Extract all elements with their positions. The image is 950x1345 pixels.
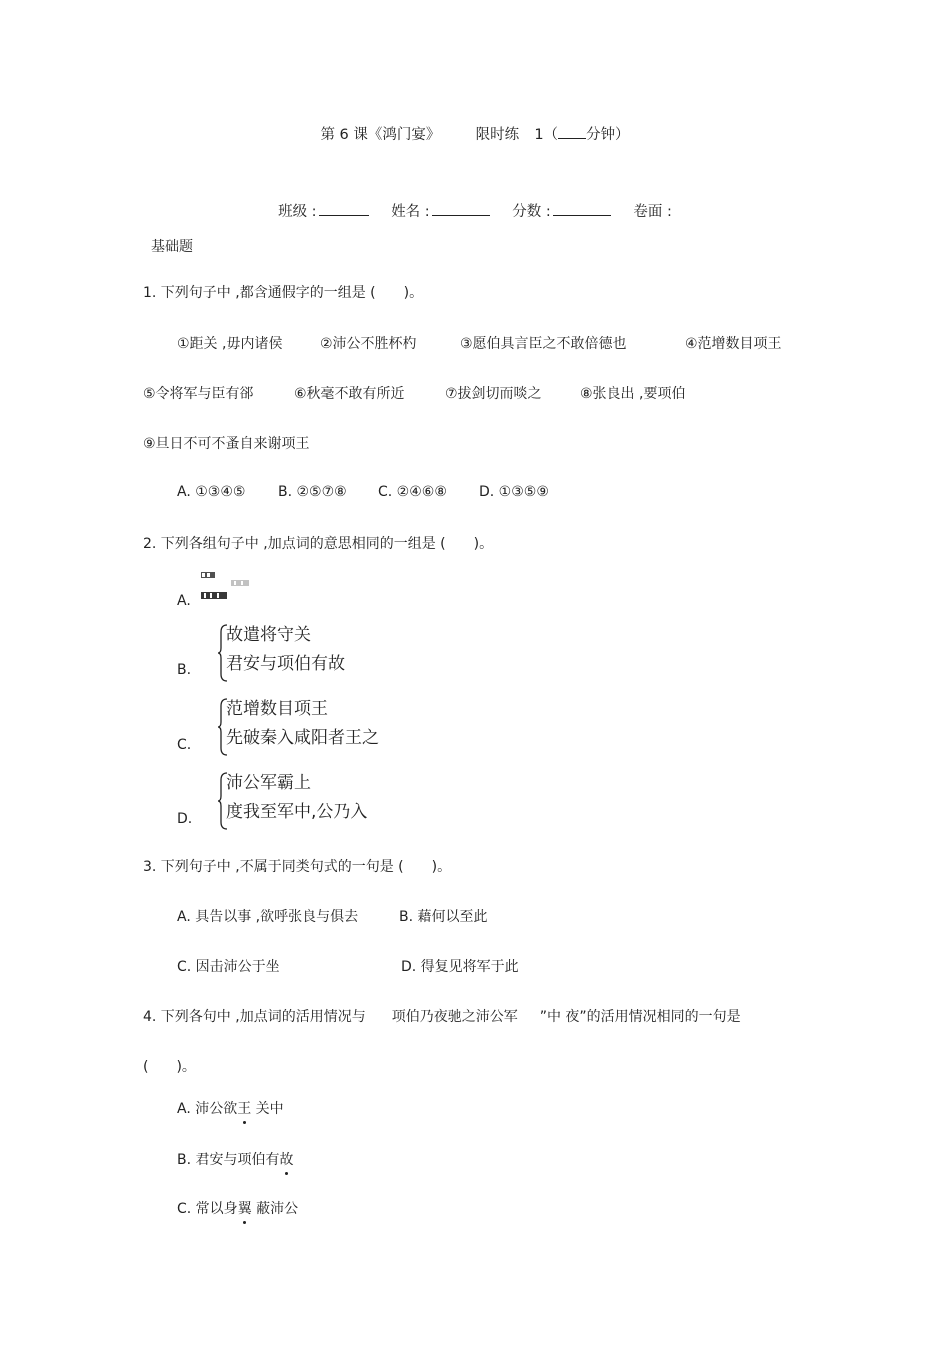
title-drill: 限时练 — [475, 127, 520, 143]
q1-stem: 1. 下列句子中 ,都含通假字的一组是 ( )。 — [143, 285, 424, 301]
q4-stem-line-1 — [143, 1008, 741, 1026]
name-field[interactable] — [432, 201, 490, 216]
q4-a-dotted-word: 王 — [237, 1101, 252, 1117]
q4-option-b[interactable] — [177, 1151, 294, 1169]
q3-option-d[interactable]: D. 得复见将军于此 — [401, 959, 519, 975]
q4-stem-d: ( )。 — [143, 1059, 196, 1075]
q3-option-c[interactable]: C. 因击沛公于坐 — [177, 959, 280, 975]
q1-option-a[interactable]: A. ①③④⑤ — [177, 484, 246, 500]
q1-item-3: ③愿伯具言臣之不敢倍德也 — [460, 336, 627, 352]
q3-option-a[interactable]: A. 具告以事 ,欲呼张良与俱去 — [177, 909, 359, 925]
title-minutes: 分钟） — [586, 127, 630, 143]
q2-label-b[interactable]: B. — [177, 662, 192, 678]
q2-c-line-1: 范增数目项王 — [226, 699, 328, 719]
q2-label-c[interactable]: C. — [177, 737, 192, 753]
q2-c-line-2: 先破秦入咸阳者王之 — [226, 728, 379, 748]
q1-item-9: ⑨旦日不可不蚤自来谢项王 — [143, 436, 310, 452]
q2-d-line-1: 沛公军霸上 — [226, 773, 311, 793]
paper-label: 卷面 : — [633, 204, 672, 220]
q4-c-text-end: 蔽沛公 — [251, 1201, 299, 1217]
q2-label-d[interactable]: D. — [177, 811, 193, 827]
class-label: 班级 : — [278, 204, 317, 220]
q4-stem-a: 4. 下列各句中 ,加点词的活用情况与 — [143, 1009, 366, 1025]
q1-item-7: ⑦拔剑切而啖之 — [445, 386, 542, 402]
minutes-blank[interactable] — [558, 125, 586, 139]
q4-a-text: A. 沛公欲 — [177, 1101, 238, 1117]
q1-option-c[interactable]: C. ②④⑥⑧ — [378, 484, 447, 500]
q1-item-4: ④范增数目项王 — [685, 336, 782, 352]
q1-item-8: ⑧张良出 ,要项伯 — [580, 386, 686, 402]
q2-label-a[interactable]: A. — [177, 593, 191, 609]
score-label: 分数 : — [512, 204, 551, 220]
score-field[interactable] — [553, 201, 611, 216]
q4-a-text-end: 关中 — [251, 1101, 284, 1117]
q1-item-6: ⑥秋毫不敢有所近 — [294, 386, 405, 402]
q1-item-5: ⑤令将军与臣有郤 — [143, 386, 254, 402]
section-heading: 基础题 — [151, 239, 193, 255]
q1-item-2: ②沛公不胜杯杓 — [320, 336, 417, 352]
q4-b-text: B. 君安与项伯有 — [177, 1152, 280, 1168]
q2-b-line-2: 君安与项伯有故 — [226, 654, 345, 674]
class-field[interactable] — [319, 201, 369, 216]
q4-option-a[interactable] — [177, 1100, 284, 1118]
q4-c-text: C. 常以身 — [177, 1201, 238, 1217]
q4-stem-quote: 项伯乃夜驰之沛公军 — [391, 1009, 518, 1025]
q2-option-d-group — [218, 772, 378, 832]
q2-d-line-2: 度我至军中,公乃入 — [226, 802, 368, 822]
title-number: 1（ — [534, 127, 559, 143]
q4-stem-c: ”中 夜”的活用情况相同的一句是 — [539, 1009, 741, 1025]
q2-b-line-1: 故遣将守关 — [226, 625, 311, 645]
q4-b-dotted-word: 故 — [279, 1152, 294, 1168]
q2-option-b-group — [218, 624, 378, 684]
title-lesson: 第 6 课《鸿门宴》 — [320, 127, 441, 143]
q1-option-b[interactable]: B. ②⑤⑦⑧ — [278, 484, 347, 500]
q2-stem: 2. 下列各组句子中 ,加点词的意思相同的一组是 ( )。 — [143, 536, 494, 552]
q1-option-d[interactable]: D. ①③⑤⑨ — [479, 484, 549, 500]
name-label: 姓名 : — [391, 204, 430, 220]
q1-item-1: ①距关 ,毋内诸侯 — [177, 336, 283, 352]
q3-option-b[interactable]: B. 藉何以至此 — [399, 909, 488, 925]
q2-option-c-group — [218, 698, 378, 758]
page-title — [0, 125, 950, 144]
q4-option-c[interactable] — [177, 1200, 298, 1218]
q3-stem: 3. 下列句子中 ,不属于同类句式的一句是 ( )。 — [143, 859, 452, 875]
student-info — [0, 201, 950, 221]
q2-option-a-image — [201, 572, 251, 600]
q4-c-dotted-word: 翼 — [237, 1201, 252, 1217]
